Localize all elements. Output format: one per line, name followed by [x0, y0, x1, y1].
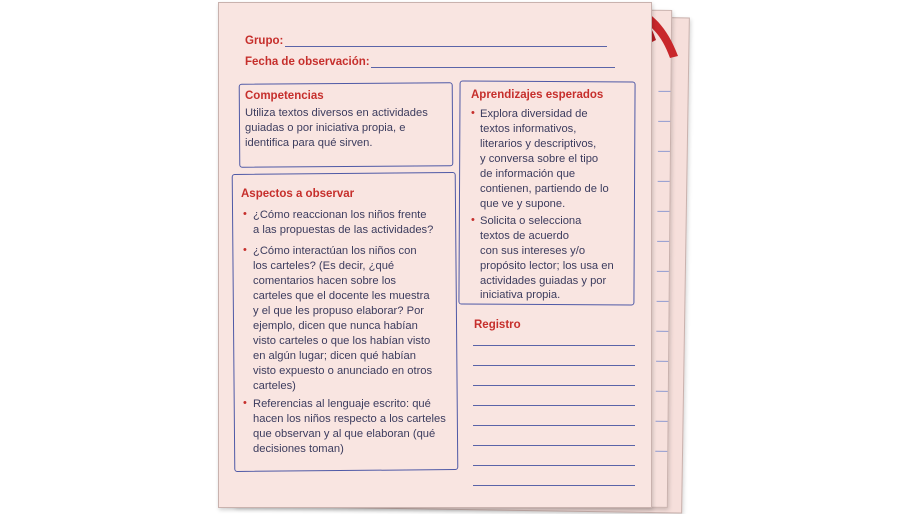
aspecto-line: carteles): [253, 380, 296, 392]
margin-tick: [658, 91, 670, 92]
margin-tick: [657, 301, 669, 302]
fecha-field-line[interactable]: [371, 67, 615, 68]
aspecto-line: visto expuesto o anunciado en otros: [253, 365, 433, 377]
registro-line[interactable]: [473, 405, 635, 406]
bullet-dot-icon: •: [243, 397, 247, 409]
bullet-dot-icon: •: [243, 244, 247, 256]
aspecto-line: ¿Cómo reaccionan los niños frente: [253, 209, 427, 221]
aprendizaje-line: literarios y descriptivos,: [480, 138, 597, 150]
aspecto-line: que observan y al que elaboran (qué: [253, 428, 436, 440]
observation-sheet: [218, 2, 652, 508]
aprendizaje-line: de información que: [480, 168, 576, 180]
aspecto-line: decisiones toman): [253, 443, 344, 455]
competencias-line: identifica para qué sirven.: [245, 137, 373, 149]
margin-tick: [658, 121, 670, 122]
margin-tick: [657, 271, 669, 272]
aprendizaje-line: contienen, partiendo de lo: [480, 183, 609, 195]
margin-tick: [656, 361, 668, 362]
bullet-dot-icon: •: [243, 208, 247, 220]
aprendizaje-line: actividades guiadas y por: [480, 275, 607, 287]
registro-line[interactable]: [473, 445, 635, 446]
competencias-line: guiadas o por iniciativa propia, e: [245, 122, 406, 134]
registro-line[interactable]: [473, 345, 635, 346]
margin-tick: [656, 421, 668, 422]
fecha-label: Fecha de observación:: [245, 56, 370, 68]
aprendizajes-title: Aprendizajes esperados: [471, 89, 604, 101]
aprendizaje-line: Explora diversidad de: [480, 108, 588, 120]
margin-tick: [658, 181, 670, 182]
margin-tick: [658, 151, 670, 152]
bullet-dot-icon: •: [471, 107, 475, 119]
registro-title: Registro: [474, 319, 521, 331]
aprendizaje-line: propósito lector; los usa en: [480, 260, 614, 272]
aspecto-line: visto carteles o que los habían visto: [253, 335, 431, 347]
aspecto-line: Referencias al lenguaje escrito: qué: [253, 398, 431, 410]
aprendizaje-line: y conversa sobre el tipo: [480, 153, 599, 165]
competencias-title: Competencias: [245, 90, 324, 102]
aprendizaje-line: textos de acuerdo: [480, 230, 569, 242]
registro-line[interactable]: [473, 365, 635, 366]
aspecto-line: comentarios hacen sobre los: [253, 275, 397, 287]
margin-tick: [656, 391, 668, 392]
aprendizaje-line: Solicita o selecciona: [480, 215, 582, 227]
aspecto-line: ejemplo, dicen que nunca habían: [253, 320, 418, 332]
aprendizaje-line: iniciativa propia.: [480, 289, 561, 301]
grupo-label: Grupo:: [245, 35, 284, 47]
margin-tick: [655, 451, 667, 452]
margin-tick: [656, 331, 668, 332]
registro-line[interactable]: [473, 485, 635, 486]
registro-line[interactable]: [473, 425, 635, 426]
aspecto-line: carteles que el docente les muestra: [253, 290, 430, 302]
aprendizaje-line: textos informativos,: [480, 123, 577, 135]
aspectos-title: Aspectos a observar: [241, 188, 355, 200]
aspecto-line: y el que les propuso elaborar? Por: [253, 305, 425, 317]
aspecto-line: los carteles? (Es decir, ¿qué: [253, 260, 395, 272]
aspecto-line: hacen los niños respecto a los carteles: [253, 413, 446, 425]
competencias-line: Utiliza textos diversos en actividades: [245, 107, 428, 119]
registro-line[interactable]: [473, 465, 635, 466]
aspecto-line: a las propuestas de las actividades?: [253, 224, 434, 236]
aprendizaje-line: con sus intereses y/o: [480, 245, 586, 257]
aspecto-line: ¿Cómo interactúan los niños con: [253, 245, 417, 257]
registro-line[interactable]: [473, 385, 635, 386]
bullet-dot-icon: •: [471, 214, 475, 226]
aprendizaje-line: que ve y supone.: [480, 198, 566, 210]
aspecto-line: en algún lugar; dicen qué habían: [253, 350, 416, 362]
margin-tick: [657, 211, 669, 212]
grupo-field-line[interactable]: [285, 46, 607, 47]
margin-tick: [657, 241, 669, 242]
